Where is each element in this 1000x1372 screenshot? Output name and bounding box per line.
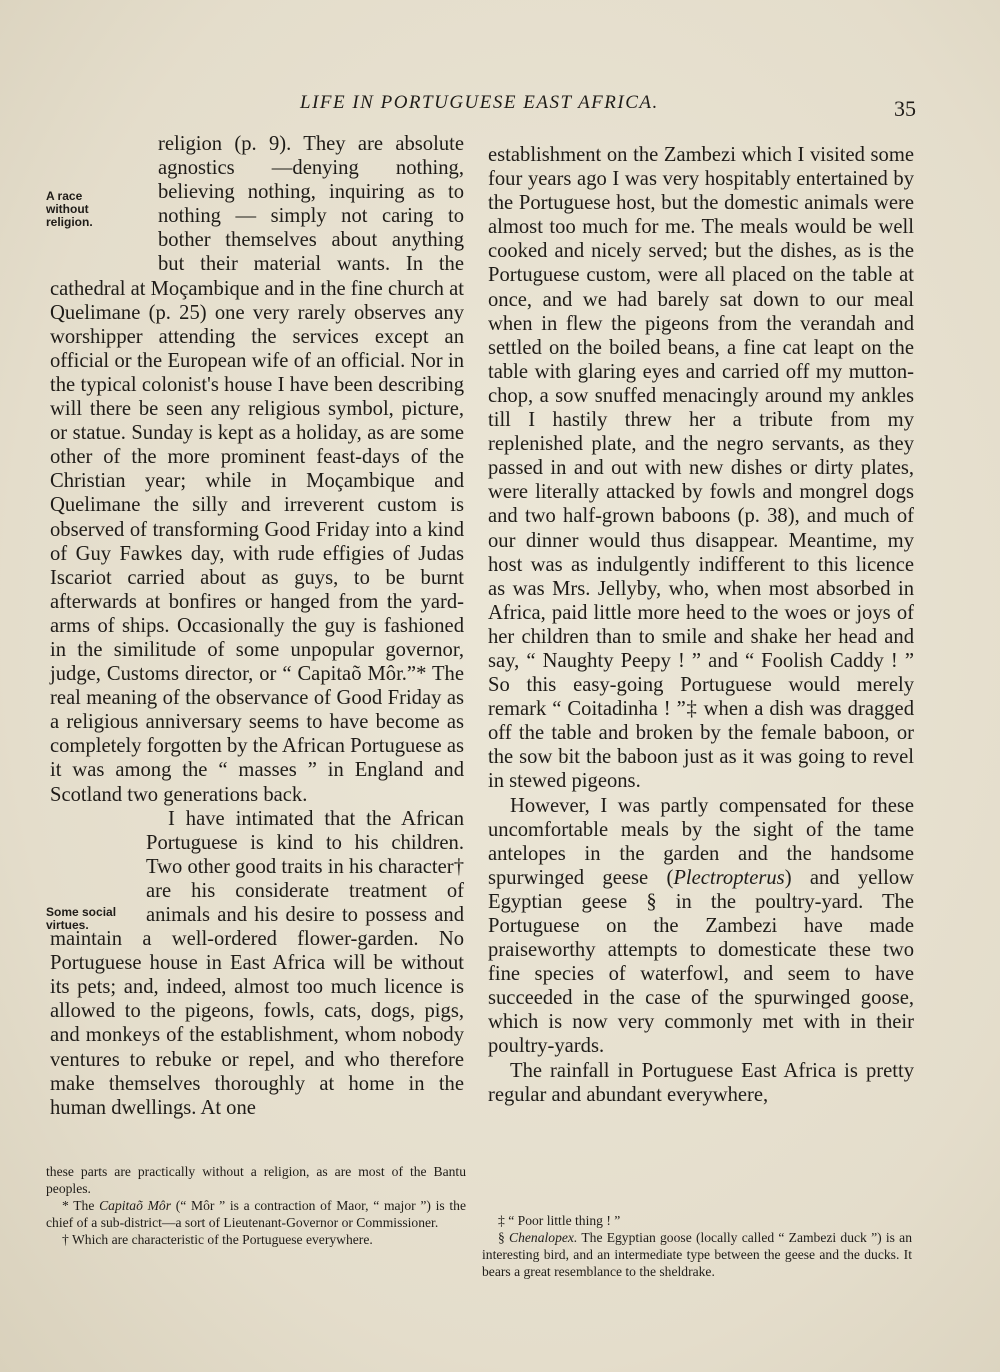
footnote-mark: * The bbox=[62, 1198, 100, 1213]
right-column bbox=[488, 143, 914, 1107]
footnote-section bbox=[482, 1229, 912, 1280]
page-number: 35 bbox=[894, 96, 916, 121]
footnotes-right bbox=[482, 1212, 912, 1280]
species-name: Plectropterus bbox=[673, 866, 785, 889]
paragraph bbox=[488, 794, 914, 1059]
paragraph-text: However, I was partly compensated for these uncomfortable meals by the sight of the tame antelopes in the garden and the handsome spurwinged geese ( bbox=[488, 794, 914, 889]
footnote-star bbox=[46, 1197, 466, 1231]
paragraph-text: religion (p. 9). They are absolute agnostics —denying nothing, believing nothing, inquiring as to nothing — simply not caring to bother themselves about anything but their material wants. In the cathedral at Moçambique and in the fine church at Quelimane (p. 25) one very rarely observes any worshipper attending the services except an official or the European wife of an official. Nor in the typical colonist's house I have been describing will there be seen any religious symbol, picture, or statue. Sunday is kept as a holiday, as are some other of the more prominent feast-days of the Christian year; while in Moçambique and Quelimane the silly and irreverent custom is observed of transforming Good Friday into a kind of Guy Fawkes day, with rude effigies of Judas Iscariot carried about as guys, to be burnt afterwards at bonfires or hanged from the yard-arms of ships. Occasionally the guy is fashioned in the similitude of some unpopular governor, judge, Customs director, or “ Capitaõ Môr.”* bbox=[50, 133, 464, 686]
margin-note-social-virtues: Some social virtues. bbox=[46, 905, 117, 932]
footnote-continuation: these parts are practically without a religion, as are most of the Bantu peoples. bbox=[46, 1164, 466, 1196]
footnote-double-dagger: ‡ “ Poor little thing ! ” bbox=[498, 1213, 621, 1228]
left-column bbox=[50, 132, 464, 1120]
paragraph-text: I have intimated that the African Portuguese is kind to his children. Two other good traits in his character† are his considerate treatment of animals and his desire to possess and maintain a well-ordered flower-garden. No Portuguese house in East Africa will be without its pets; and, indeed, almost too much licence is allowed to the pigeons, fowls, cats, dogs, pigs, and monkeys of the establishment, whom nobody ventures to rebuke or repel, and who therefore make themselves thoroughly at home in the human dwellings. At one bbox=[50, 807, 464, 1119]
paragraph bbox=[50, 807, 464, 1120]
margin-note-gap bbox=[50, 180, 158, 276]
footnotes-left bbox=[46, 1163, 466, 1248]
running-title: LIFE IN PORTUGUESE EAST AFRICA. bbox=[300, 92, 659, 113]
footnote-term: Chenalopex. bbox=[509, 1230, 578, 1245]
paragraph: The rainfall in Portuguese East Africa is pretty regular and abundant everywhere, bbox=[488, 1059, 914, 1106]
margin-note-race-without-religion: A race without religion. bbox=[46, 189, 93, 229]
footnote-mark: § bbox=[498, 1230, 510, 1245]
margin-note-gap bbox=[50, 855, 146, 927]
footnote-text: The Egyptian goose (locally called “ Zambezi duck ”) is an interesting bird, and an intermediate type between the geese and the ducks. It bears a great resemblance to the sheldrake. bbox=[482, 1230, 912, 1279]
paragraph-text: ) and yellow Egyptian geese § in the poultry-yard. The Portuguese on the Zambezi have made praiseworthy attempts to domesticate these two fine species of waterfowl, and seem to have succeeded in the case of the spurwinged goose, which is now very commonly met with in their poultry-yards. bbox=[488, 866, 914, 1058]
footnote-dagger: † Which are characteristic of the Portuguese everywhere. bbox=[62, 1232, 373, 1247]
paragraph-text: The real meaning of the observance of Good Friday as a religious anniversary seems to have become as completely forgotten by the African Portuguese as it was among the “ masses ” in England and Scotland two generations back. bbox=[50, 663, 464, 806]
footnote-text: (“ Môr ” is a contraction of Maor, “ major ”) is the chief of a sub-district—a sort of Lieutenant-Governor or Commissioner. bbox=[46, 1198, 466, 1230]
footnote-term: Capitaõ Môr bbox=[99, 1198, 172, 1213]
paragraph: establishment on the Zambezi which I visited some four years ago I was very hospitably entertained by the Portuguese host, but the domestic animals were almost too much for me. The meals would be well cooked and nicely served; but the dishes, as is the Portuguese custom, were all placed on the table at once, and we had barely sat down to our meal when in flew the pigeons from the verandah and settled on the boiled beans, a fine cat leapt on the table with glaring eyes and carried off my mutton-chop, a sow snuffed menacingly around my ankles till I hastily threw her a tribute from my replenished plate, and the negro servants, as they passed in and out with new dishes or dirty plates, were literally attacked by fowls and mongrel dogs and two half-grown baboons (p. 38), and much of our dinner would thus disappear. Meantime, my host was as indulgently indifferent to this licence as was Mrs. Jellyby, who, when most absorbed in Africa, paid little more heed to the woes or joys of her children than to smile and shake her head and say, “ Naughty Peepy ! ” and “ Foolish Caddy ! ” So this easy-going Portuguese would merely remark “ Coitadinha ! ”‡ when a dish was dragged off the table and broken by the female baboon, or the sow bit the baboon just as it was going to revel in stewed pigeons. bbox=[488, 144, 914, 793]
